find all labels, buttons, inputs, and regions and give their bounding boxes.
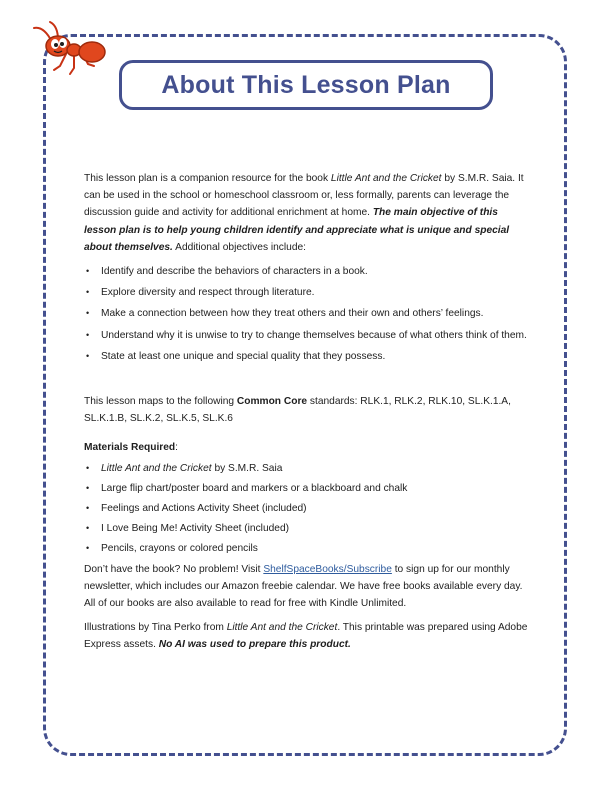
objective-item: • Explore diversity and respect through literature. (84, 284, 529, 301)
objective-item: • State at least one unique and special quality that they possess. (84, 348, 529, 365)
promo-paragraph (84, 561, 529, 613)
lesson-content (84, 170, 529, 654)
objective-item: • Understand why it is unwise to try to change themselves because of what others think of them. (84, 327, 529, 344)
promo-text-2: to sign up for our monthly newsletter, which includes our Amazon freebie calendar. We have free books available every day. All of our books are also available to read for free with Kindle Unlimited. (84, 563, 523, 610)
material-item: • Large flip chart/poster board and markers or a blackboard and chalk (84, 480, 529, 497)
main-objective: The main objective of this lesson plan is to help young children identify and appreciate what is unique and special about themselves. (84, 207, 510, 253)
materials-list (84, 460, 529, 558)
book-title: Little Ant and the Cricket (330, 173, 442, 184)
promo-text-1: Don’t have the book? No problem! Visit (84, 563, 264, 575)
standards-paragraph (84, 393, 529, 427)
materials-heading-text: Materials Required (84, 442, 176, 454)
material-item (84, 460, 529, 477)
intro-paragraph (84, 170, 529, 256)
intro-text-3: Additional objectives include: (172, 241, 306, 253)
material-book-title: Little Ant and the Cricket (101, 462, 212, 474)
ant-mascot-icon (30, 20, 108, 80)
no-ai-statement: No AI was used to prepare this product. (158, 639, 351, 651)
objectives-list (84, 263, 529, 365)
objective-item: • Identify and describe the behaviors of characters in a book. (84, 263, 529, 280)
intro-text-2: by S.M.R. Saia. It can be used in the school or homeschool classroom or, less formally, parents can leverage the discussion guide and activity for additional enrichment at home. (84, 173, 524, 219)
standards-text-1: This lesson maps to the following (84, 396, 237, 408)
material-item: • Pencils, crayons or colored pencils (84, 540, 529, 557)
materials-heading-colon: : (175, 442, 178, 454)
title-banner (119, 60, 493, 110)
material-item: • I Love Being Me! Activity Sheet (included) (84, 520, 529, 537)
material-item: • Feelings and Actions Activity Sheet (included) (84, 500, 529, 517)
credits-paragraph (84, 619, 529, 653)
materials-heading (84, 439, 529, 456)
material-book-author: by S.M.R. Saia (211, 462, 283, 474)
intro-text-1: This lesson plan is a companion resource for the book (84, 173, 331, 184)
credits-text-2: . This printable was prepared using Adobe Express assets. (84, 622, 528, 651)
page-title: About This Lesson Plan (161, 70, 451, 99)
standards-text-2: standards: RLK.1, RLK.2, RLK.10, SL.K.1.A, SL.K.1.B, SL.K.2, SL.K.5, SL.K.6 (84, 396, 511, 425)
credits-book-title: Little Ant and the Cricket (226, 622, 338, 634)
objective-item: • Make a connection between how they treat others and their own and others’ feelings. (84, 305, 529, 322)
common-core-label: Common Core (236, 396, 308, 408)
subscribe-link[interactable]: ShelfSpaceBooks/Subscribe (263, 563, 392, 575)
credits-text-1: Illustrations by Tina Perko from (84, 622, 227, 634)
